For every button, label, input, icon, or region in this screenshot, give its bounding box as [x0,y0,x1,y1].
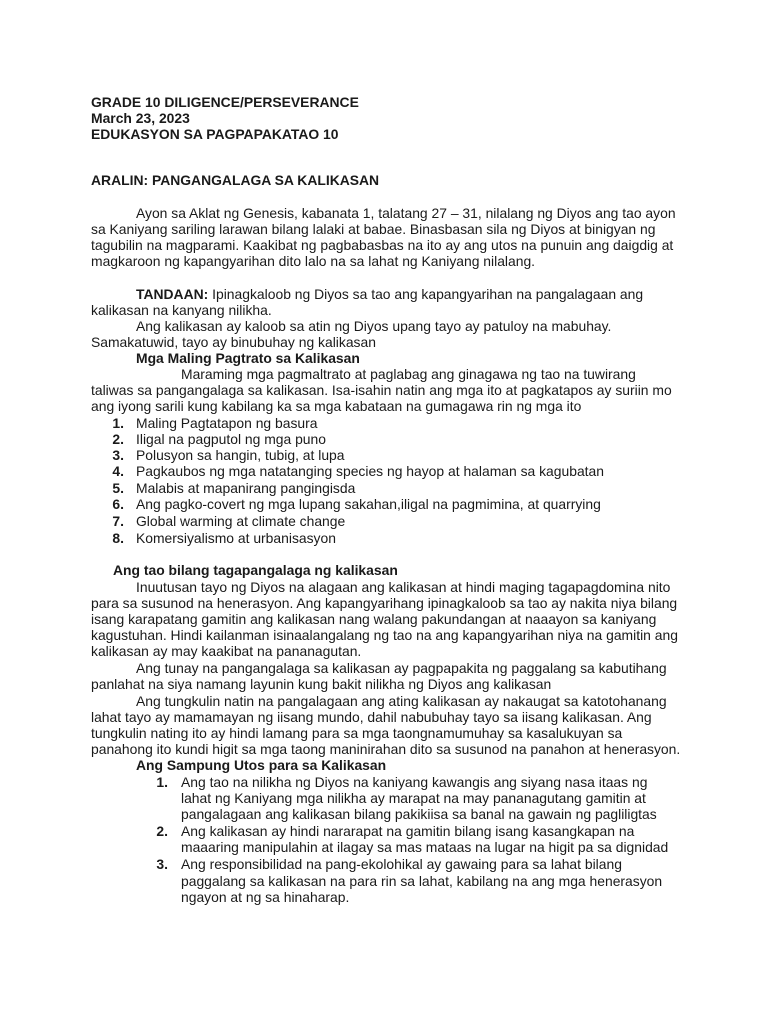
list-item: Iligal na pagputol ng mga puno [136,431,326,447]
list-item: Komersiyalismo at urbanisasyon [136,530,336,546]
tandaan-text: Ipinagkaloob ng Diyos sa tao ang kapangyarihan na pangalagaan ang [208,286,644,302]
list-item-line: pangalagaan ang kalikasan bilang pakikiisa sa banal na gawain ng pagliligtas [181,806,657,822]
tagapangalaga-line: para sa susunod na henerasyon. Ang kapangyarihang ipinagkaloob sa tao ay nakita niya bilang [91,595,678,611]
tandaan-label: TANDAAN: [136,286,209,302]
list-number: 3. [156,856,168,872]
list-item-line: ngayon at ng sa hinaharap. [181,889,350,905]
tandaan-line [136,286,643,302]
header-subject: EDUKASYON SA PAGPAPAKATAO 10 [91,126,339,142]
intro-line: magkaroon ng kapangyarihan dito lalo na sa lahat ng Kaniyang nilalang. [91,253,536,269]
tagapangalaga-line: panahong ito kundi higit sa mga taong maninirahan dito sa susunod na panahon at henerasyon. [91,741,681,757]
list-item-line: Ang responsibilidad na pang-ekolohikal ay gawaing para sa lahat bilang [181,856,622,872]
list-number: 2. [156,823,168,839]
intro-line: tagubilin na magparami. Kaakibat ng pagbabasbas na ito ay ang utos na punuin ang daigdig at [91,237,674,253]
maling-heading: Mga Maling Pagtrato sa Kalikasan [136,350,360,366]
list-item: Malabis at mapanirang pangingisda [136,480,356,496]
list-number: 1. [112,415,124,431]
list-number: 5. [112,480,124,496]
tagapangalaga-line: kalikasan ay may kaakibat na pananagutan. [91,643,362,659]
list-item-line: Ang tao na nilikha ng Diyos na kaniyang kawangis ang siyang nasa itaas ng [181,774,648,790]
tagapangalaga-line: tungkulin nating ito ay hindi lamang para sa mga taongnamumuhay sa kasalukuyan sa [91,725,623,741]
tagapangalaga-line: Ang tunay na pangangalaga sa kalikasan ay pagpapakita ng paggalang sa kabutihang [136,660,667,676]
list-item-line: paggalang sa kalikasan na para rin sa lahat, kabilang na ang mga henerasyon [181,873,663,889]
tagapangalaga-line: lahat tayo ay mamamayan ng iisang mundo, dahil nabubuhay tayo sa iisang kalikasan. Ang [91,709,652,725]
maling-intro-line: taliwas sa pangangalaga sa kalikasan. Isa-isahin natin ang mga ito at pagkatapos ay suriin mo [91,382,672,398]
list-number: 1. [156,774,168,790]
kaloob-line: Ang kalikasan ay kaloob sa atin ng Diyos upang tayo ay patuloy na mabuhay. [136,318,612,334]
kaloob-line: Samakatuwid, tayo ay binubuhay ng kalikasan [91,334,376,350]
sampung-utos-heading: Ang Sampung Utos para sa Kalikasan [136,757,387,773]
maling-intro-line: ang iyong sarili kung kabilang ka sa mga kabataan na gumagawa rin ng mga ito [91,398,582,414]
header-date: March 23, 2023 [91,110,190,126]
lesson-title: ARALIN: PANGANGALAGA SA KALIKASAN [91,172,380,188]
list-item: Maling Pagtatapon ng basura [136,415,318,431]
tagapangalaga-line: Ang tungkulin natin na pangalagaan ang ating kalikasan ay nakaugat sa katotohanang [136,693,667,709]
list-item: Ang pagko-covert ng mga lupang sakahan,iligal na pagmimina, at quarrying [136,496,601,512]
maling-intro-line: Maraming mga pagmaltrato at paglabag ang ginagawa ng tao na tuwirang [181,366,636,382]
list-number: 7. [112,513,124,529]
tagapangalaga-line: kagustuhan. Hindi kailanman isinaalangalang ng tao na ang kapangyarihan niya na gamitin ang [91,627,678,643]
list-item: Polusyon sa hangin, tubig, at lupa [136,447,345,463]
header-grade: GRADE 10 DILIGENCE/PERSEVERANCE [91,94,359,110]
list-number: 4. [112,463,124,479]
list-number: 6. [112,496,124,512]
tagapangalaga-line: isang karapatang gamitin ang kalikasan nang walang pakundangan at naaayon sa kaniyang [91,611,657,627]
list-item: Pagkaubos ng mga natatanging species ng hayop at halaman sa kagubatan [136,463,604,479]
tagapangalaga-line: Inuutusan tayo ng Diyos na alagaan ang kalikasan at hindi maging tagapagdomina nito [136,579,671,595]
intro-line: Ayon sa Aklat ng Genesis, kabanata 1, talatang 27 – 31, nilalang ng Diyos ang tao ayon [136,205,676,221]
list-number: 3. [112,447,124,463]
list-item-line: maaaring manipulahin at ilagay sa mas mataas na lugar na higit pa sa dignidad [181,839,669,855]
tagapangalaga-line: panlahat na siya namang layunin kung bakit nilikha ng Diyos ang kalikasan [91,676,552,692]
tagapangalaga-heading: Ang tao bilang tagapangalaga ng kalikasan [113,562,398,578]
list-item-line: lahat ng Kaniyang mga nilikha ay marapat na may pananagutang gamitin at [181,790,646,806]
tandaan-line: kalikasan na kanyang nilikha. [91,302,272,318]
list-number: 2. [112,431,124,447]
list-item: Global warming at climate change [136,513,346,529]
intro-line: sa Kaniyang sariling larawan bilang lalaki at babae. Binasbasan sila ng Diyos at binigyan ng [91,221,656,237]
list-number: 8. [112,530,124,546]
list-item-line: Ang kalikasan ay hindi nararapat na gamitin bilang isang kasangkapan na [181,823,635,839]
